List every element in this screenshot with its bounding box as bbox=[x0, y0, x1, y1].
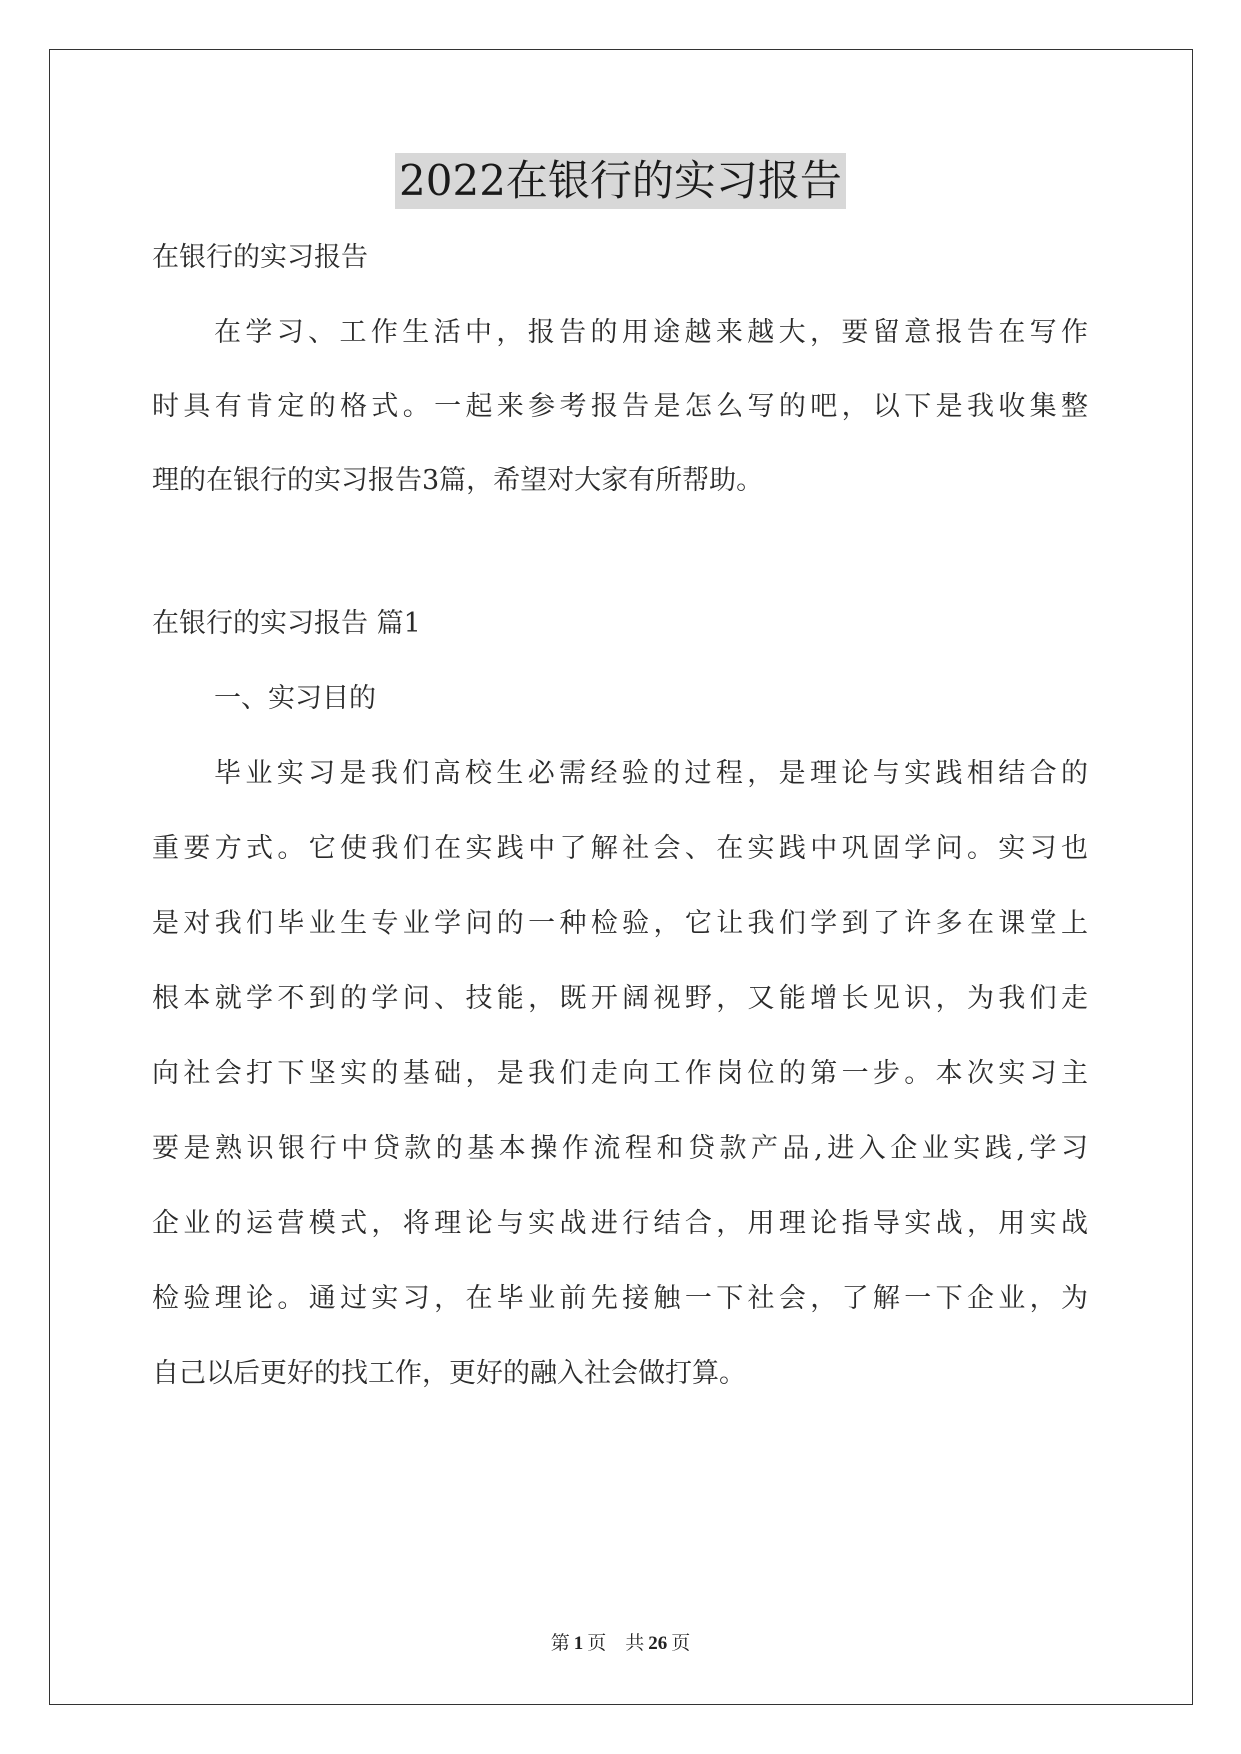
subsection-heading: 一、实习目的 bbox=[214, 683, 376, 714]
page-suffix: 页 bbox=[587, 1633, 607, 1654]
body-line: 检验理论。通过实习，在毕业前先接触一下社会，了解一下企业，为 bbox=[152, 1283, 1088, 1314]
body-line: 自己以后更好的找工作，更好的融入社会做打算。 bbox=[152, 1358, 746, 1389]
body-line: 向社会打下坚实的基础，是我们走向工作岗位的第一步。本次实习主 bbox=[152, 1058, 1088, 1089]
total-suffix: 页 bbox=[671, 1633, 691, 1654]
body-line: 要是熟识银行中贷款的基本操作流程和贷款产品,进入企业实践,学习 bbox=[152, 1133, 1088, 1164]
page-prefix: 第 bbox=[550, 1633, 570, 1654]
page-number: 1 bbox=[573, 1633, 584, 1654]
body-line: 企业的运营模式，将理论与实战进行结合，用理论指导实战，用实战 bbox=[152, 1208, 1088, 1239]
body-line: 根本就学不到的学问、技能，既开阔视野，又能增长见识，为我们走 bbox=[152, 983, 1088, 1014]
title-container bbox=[0, 153, 1241, 209]
document-subtitle: 在银行的实习报告 bbox=[152, 242, 368, 273]
intro-line: 时具有肯定的格式。一起来参考报告是怎么写的吧，以下是我收集整 bbox=[152, 391, 1088, 422]
intro-line: 理的在银行的实习报告3篇，希望对大家有所帮助。 bbox=[152, 465, 764, 496]
intro-line: 在学习、工作生活中，报告的用途越来越大，要留意报告在写作 bbox=[214, 317, 1088, 348]
document-title: 2022在银行的实习报告 bbox=[395, 153, 846, 209]
page-footer bbox=[0, 1631, 1241, 1657]
page-border bbox=[49, 49, 1193, 1705]
section-heading: 在银行的实习报告 篇1 bbox=[152, 608, 421, 639]
total-prefix: 共 bbox=[625, 1633, 645, 1654]
body-line: 毕业实习是我们高校生必需经验的过程，是理论与实践相结合的 bbox=[214, 758, 1088, 789]
body-line: 是对我们毕业生专业学问的一种检验，它让我们学到了许多在课堂上 bbox=[152, 908, 1088, 939]
body-line: 重要方式。它使我们在实践中了解社会、在实践中巩固学问。实习也 bbox=[152, 833, 1088, 864]
total-pages: 26 bbox=[648, 1633, 668, 1654]
